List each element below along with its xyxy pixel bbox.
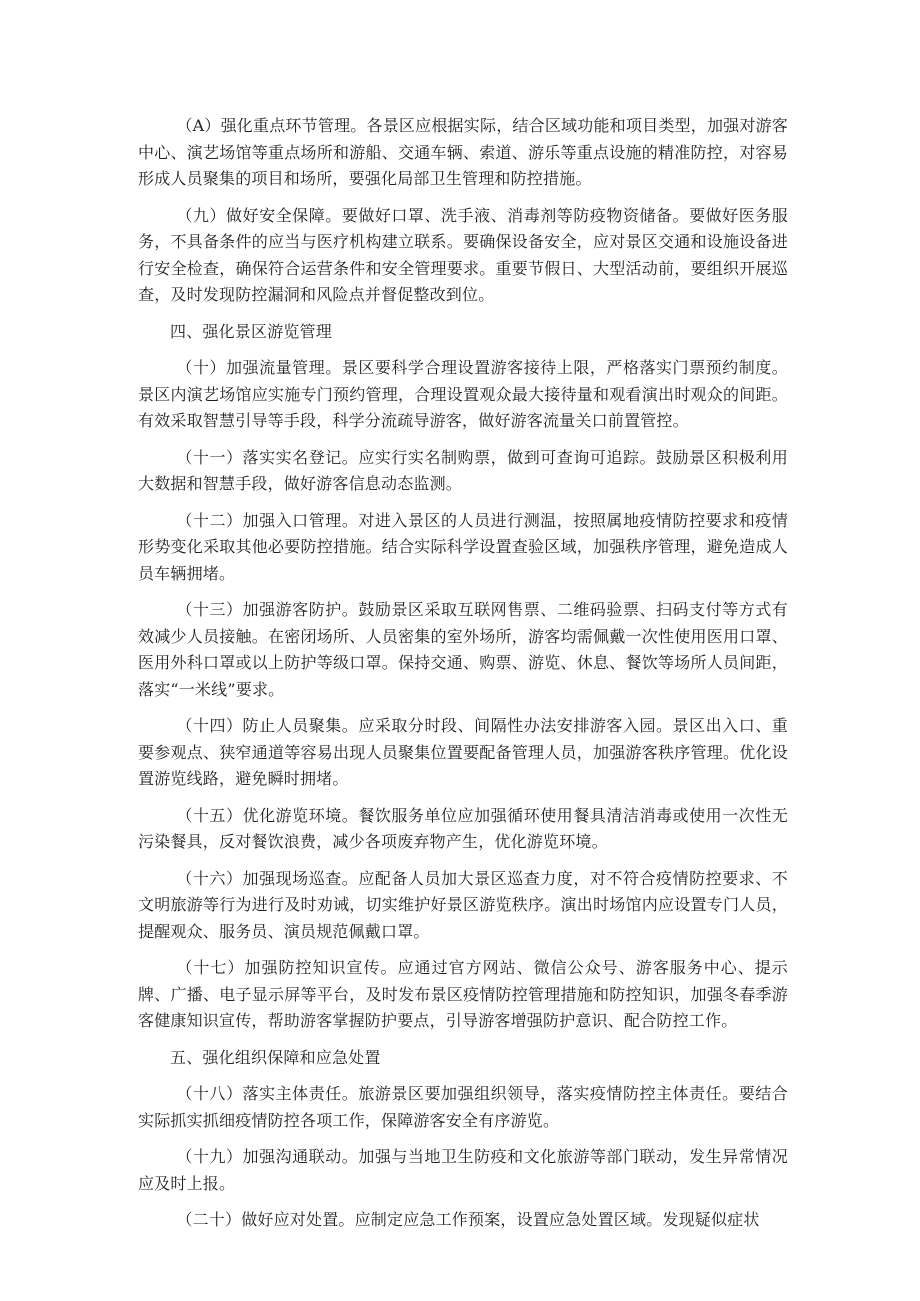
paragraph-prevent-gathering: （十四）防止人员聚集。应采取分时段、间隔性办法安排游客入园。景区出入口、重要参观点、狭窄通道等容易出现人员聚集位置要配备管理人员，加强游客秩序管理。优化设置游览线路，避免瞬时拥堵。 bbox=[138, 716, 788, 788]
paragraph-response-handling: （二十）做好应对处置。应制定应急工作预案，设置应急处置区域。发现疑似症状 bbox=[176, 1210, 760, 1229]
section-heading-scenic-tour-management: 四、强化景区游览管理 bbox=[170, 321, 333, 341]
paragraph-flow-management: （十）加强流量管理。景区要科学合理设置游客接待上限，严格落实门票预约制度。景区内演艺场馆应实施专门预约管理，合理设置观众最大接待量和观看演出时观众的间距。有效采取智慧引导等手段，科学分流疏导游客，做好游客流量关口前置管控。 bbox=[138, 358, 788, 430]
paragraph-main-responsibility: （十八）落实主体责任。旅游景区要加强组织领导，落实疫情防控主体责任。要结合实际抓实抓细疫情防控各项工作，保障游客安全有序游览。 bbox=[138, 1084, 788, 1130]
paragraph-communication-linkage: （十九）加强沟通联动。加强与当地卫生防疫和文化旅游等部门联动，发生异常情况应及时上报。 bbox=[138, 1147, 788, 1193]
paragraph-visitor-protection: （十三）加强游客防护。鼓励景区采取互联网售票、二维码验票、扫码支付等方式有效减少人员接触。在密闭场所、人员密集的室外场所，游客均需佩戴一次性使用医用口罩、医用外科口罩或以上防护等级口罩。保持交通、购票、游览、休息、餐饮等场所人员间距，落实“一米线”要求。 bbox=[138, 600, 788, 699]
document-body bbox=[138, 113, 788, 1244]
paragraph-tour-environment: （十五）优化游览环境。餐饮服务单位应加强循环使用餐具清洁消毒或使用一次性无污染餐具，反对餐饮浪费，减少各项废弃物产生，优化游览环境。 bbox=[138, 805, 788, 851]
section-heading-organization-emergency: 五、强化组织保障和应急处置 bbox=[170, 1047, 381, 1067]
paragraph-real-name-registration: （十一）落实实名登记。应实行实名制购票，做到可查询可追踪。鼓励景区积极利用大数据和智慧手段，做好游客信息动态监测。 bbox=[138, 447, 788, 493]
paragraph-safety-guarantee: （九）做好安全保障。要做好口罩、洗手液、消毒剂等防疫物资储备。要做好医务服务，不具备条件的应当与医疗机构建立联系。要确保设备安全，应对景区交通和设施设备进行安全检查，确保符合运营条件和安全管理要求。重要节假日、大型活动前，要组织开展巡查，及时发现防控漏洞和风险点并督促整改到位。 bbox=[138, 205, 788, 304]
paragraph-entrance-management: （十二）加强入口管理。对进入景区的人员进行测温，按照属地疫情防控要求和疫情形势变化采取其他必要防控措施。结合实际科学设置查验区域，加强秩序管理，避免造成人员车辆拥堵。 bbox=[138, 510, 788, 583]
paragraph-onsite-inspection: （十六）加强现场巡查。应配备人员加大景区巡查力度，对不符合疫情防控要求、不文明旅游等行为进行及时劝诫，切实维护好景区游览秩序。演出时场馆内应设置专门人员，提醒观众、服务员、演员规范佩戴口罩。 bbox=[138, 868, 788, 941]
paragraph-knowledge-promotion: （十七）加强防控知识宣传。应通过官方网站、微信公众号、游客服务中心、提示牌、广播、电子显示屏等平台，及时发布景区疫情防控管理措施和防控知识，加强冬春季游客健康知识宣传，帮助游客掌握防护要点，引导游客增强防护意识、配合防控工作。 bbox=[138, 958, 788, 1030]
paragraph-key-links-management: （A）强化重点环节管理。各景区应根据实际，结合区域功能和项目类型，加强对游客中心、演艺场馆等重点场所和游船、交通车辆、索道、游乐等重点设施的精准防控，对容易形成人员聚集的项目和场所，要强化局部卫生管理和防控措施。 bbox=[138, 116, 788, 188]
